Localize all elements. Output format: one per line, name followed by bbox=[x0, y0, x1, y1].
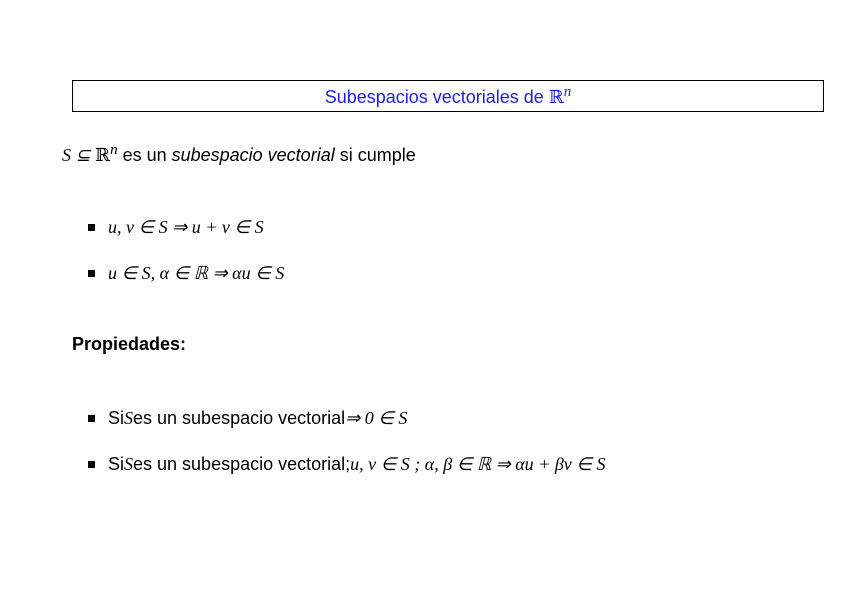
title-exponent: n bbox=[563, 84, 572, 100]
bullet-icon bbox=[88, 270, 95, 277]
definition-text-before: es un bbox=[117, 145, 172, 165]
condition-item bbox=[88, 250, 284, 296]
definition-line bbox=[62, 142, 416, 166]
properties-heading: Propiedades: bbox=[72, 334, 187, 354]
property-prefix: Si bbox=[108, 407, 125, 428]
bullet-icon bbox=[88, 461, 95, 468]
property-var: S bbox=[124, 407, 134, 428]
definition-subject: S ⊆ bbox=[62, 145, 96, 165]
title-set-symbol: ℝ bbox=[548, 87, 564, 108]
property-var: S bbox=[124, 453, 134, 474]
property-item bbox=[88, 395, 605, 441]
property-math: ⇒ 0 ∈ S bbox=[345, 407, 408, 428]
property-text: es un subespacio vectorial; bbox=[133, 453, 351, 474]
conditions-list bbox=[88, 204, 284, 296]
title-box bbox=[72, 80, 824, 112]
property-prefix: Si bbox=[108, 453, 125, 474]
properties-list bbox=[88, 395, 605, 487]
property-math: u, v ∈ S ; α, β ∈ ℝ ⇒ αu + βv ∈ S bbox=[350, 453, 606, 474]
definition-set-symbol: ℝ bbox=[95, 145, 111, 166]
condition-item bbox=[88, 204, 284, 250]
definition-exponent: n bbox=[110, 142, 118, 158]
title-text: Subespacios vectoriales de bbox=[324, 87, 549, 107]
definition-emphasis: subespacio vectorial bbox=[171, 145, 335, 165]
bullet-icon bbox=[88, 224, 95, 231]
slide-title bbox=[325, 84, 572, 108]
condition-math: u ∈ S, α ∈ ℝ ⇒ αu ∈ S bbox=[108, 262, 285, 283]
property-item bbox=[88, 441, 605, 487]
property-text: es un subespacio vectorial bbox=[133, 407, 346, 428]
bullet-icon bbox=[88, 415, 95, 422]
definition-text-after: si cumple bbox=[334, 145, 416, 165]
condition-math: u, v ∈ S ⇒ u + v ∈ S bbox=[108, 216, 264, 237]
